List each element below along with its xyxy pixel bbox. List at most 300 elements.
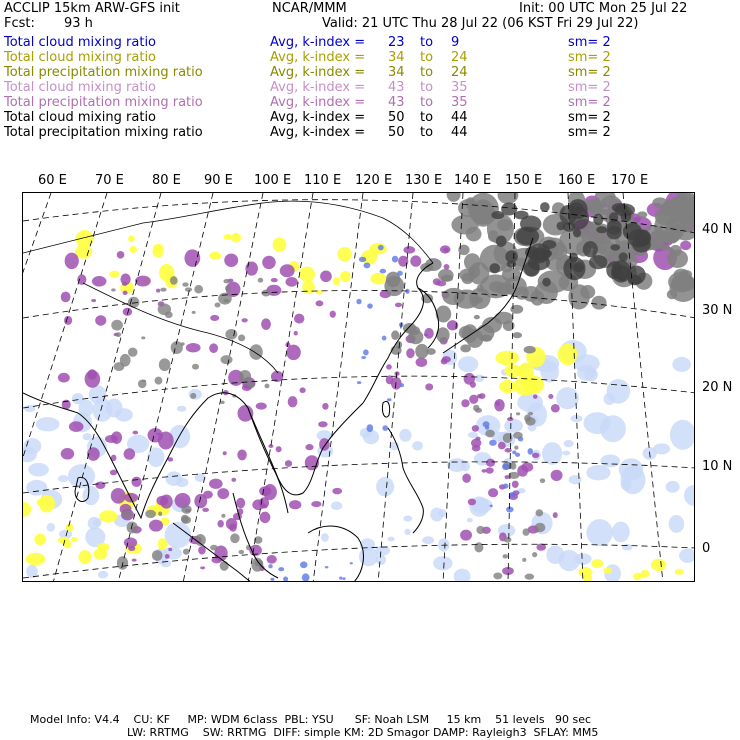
cloud-patch <box>495 351 519 365</box>
cloud-patch <box>540 478 545 483</box>
cloud-patch <box>305 444 313 450</box>
cloud-patch <box>460 530 472 541</box>
cloud-patch <box>221 514 225 518</box>
legend-to: to <box>420 35 434 50</box>
cloud-patch <box>109 271 119 278</box>
legend-field: Total precipitation mixing ratio <box>4 125 203 140</box>
legend-sm: sm= 2 <box>568 65 611 80</box>
cloud-patch <box>209 479 223 489</box>
cloud-patch <box>299 267 315 282</box>
cloud-patch <box>573 228 581 237</box>
cloud-patch <box>230 533 239 543</box>
cloud-patch <box>183 549 190 555</box>
cloud-patch <box>470 381 476 387</box>
cloud-patch <box>160 288 166 292</box>
cloud-patch <box>425 383 433 390</box>
cloud-patch <box>512 450 516 454</box>
longitude-label: 100 E <box>254 173 292 188</box>
cloud-patch <box>542 278 550 287</box>
cloud-patch <box>668 272 694 293</box>
cloud-patch <box>586 465 610 480</box>
cloud-patch <box>152 550 163 561</box>
cloud-patch <box>652 197 667 208</box>
cloud-patch <box>319 438 330 451</box>
legend-field: Total precipitation mixing ratio <box>4 65 203 80</box>
cloud-patch <box>556 387 579 409</box>
cloud-patch <box>124 493 138 503</box>
cloud-patch <box>600 415 626 442</box>
cloud-patch <box>339 577 342 580</box>
cloud-patch <box>528 412 533 415</box>
cloud-patch <box>665 232 677 243</box>
latitude-label: 0 <box>702 541 711 556</box>
cloud-patch <box>182 282 188 286</box>
cloud-patch <box>237 449 246 460</box>
map-canvas <box>23 193 695 582</box>
cloud-patch <box>672 357 691 372</box>
legend-avg: Avg, k-index = <box>270 110 366 125</box>
cloud-patch <box>258 278 263 283</box>
cloud-patch <box>515 286 529 299</box>
cloud-patch <box>318 421 328 427</box>
cloud-patch <box>510 462 516 469</box>
cloud-patch <box>433 556 453 570</box>
cloud-patch <box>285 277 297 287</box>
latitude-line <box>23 376 695 408</box>
cloud-patch <box>583 574 592 582</box>
cloud-patch <box>210 545 218 551</box>
cloud-patch <box>475 437 480 441</box>
cloud-patch <box>569 207 589 230</box>
cloud-patch <box>128 235 135 242</box>
cloud-patch <box>264 384 269 389</box>
cloud-patch <box>135 276 151 287</box>
latitude-label: 10 N <box>702 459 733 474</box>
longitude-label: 160 E <box>558 173 596 188</box>
cloud-patch <box>330 311 336 318</box>
cloud-patch <box>131 477 141 487</box>
legend-k-to: 24 <box>451 65 468 80</box>
legend-sm: sm= 2 <box>568 110 611 125</box>
cloud-patch <box>209 252 221 260</box>
cloud-patch <box>224 254 238 267</box>
cloud-patch <box>181 342 185 346</box>
cloud-patch <box>69 421 84 432</box>
cloud-patch <box>111 320 123 331</box>
cloud-patch <box>553 512 558 518</box>
longitude-label: 170 E <box>611 173 649 188</box>
cloud-patch <box>586 519 612 546</box>
cloud-patch <box>276 446 282 452</box>
cloud-patch <box>260 512 271 523</box>
cloud-patch <box>132 559 137 562</box>
legend-k-from: 43 <box>388 80 405 95</box>
longitude-label: 140 E <box>454 173 492 188</box>
cloud-patch <box>635 230 651 247</box>
legend-k-to: 35 <box>451 95 468 110</box>
legend-sm: sm= 2 <box>568 50 611 65</box>
cloud-patch <box>280 264 295 277</box>
legend-k-to: 44 <box>451 125 468 140</box>
cloud-patch <box>400 383 404 387</box>
cloud-patch <box>132 431 138 435</box>
cloud-patch <box>245 261 258 275</box>
legend-field: Total cloud mixing ratio <box>4 35 157 50</box>
legend-sm: sm= 2 <box>568 35 611 50</box>
cloud-patch <box>614 203 635 216</box>
cloud-patch <box>406 348 414 358</box>
cloud-patch <box>536 509 544 516</box>
cloud-patch <box>516 412 520 415</box>
cloud-patch <box>36 499 46 506</box>
legend-k-from: 43 <box>388 95 405 110</box>
legend-to: to <box>420 110 434 125</box>
cloud-patch <box>223 279 230 283</box>
cloud-patch <box>430 508 443 522</box>
cloud-patch <box>166 471 183 485</box>
cloud-patch <box>551 404 560 413</box>
cloud-patch <box>360 538 375 550</box>
cloud-patch <box>268 564 273 568</box>
legend-avg: Avg, k-index = <box>270 80 366 95</box>
cloud-patch <box>78 550 91 564</box>
cloud-patch <box>158 512 162 517</box>
model-info: Model Info: V4.4 CU: KF MP: WDM 6class PBL: YSU SF: Noah LSM 15 km 51 levels 90 sec <box>30 713 592 726</box>
cloud-patch <box>376 477 394 496</box>
cloud-patch <box>397 271 403 276</box>
cloud-patch <box>535 523 546 533</box>
cloud-patch <box>61 448 75 459</box>
cloud-patch <box>474 315 480 319</box>
cloud-patch <box>424 333 428 336</box>
cloud-patch <box>231 233 241 243</box>
cloud-patch <box>128 348 138 357</box>
cloud-patch <box>123 308 133 316</box>
cloud-patch <box>226 518 238 530</box>
cloud-patch <box>145 510 156 518</box>
cloud-patch <box>124 448 136 460</box>
cloud-patch <box>471 199 495 227</box>
cloud-patch <box>532 552 537 557</box>
cloud-patch <box>518 437 523 442</box>
legend-k-from: 50 <box>388 110 405 125</box>
cloud-patch <box>542 240 556 249</box>
cloud-patch <box>415 344 428 359</box>
cloud-patch <box>589 255 607 269</box>
cloud-patch <box>486 467 494 473</box>
longitude-label: 70 E <box>95 173 124 188</box>
legend-k-to: 24 <box>451 50 468 65</box>
legend-k-from: 34 <box>388 65 405 80</box>
cloud-patch <box>239 370 251 383</box>
legend-field: Total cloud mixing ratio <box>4 110 157 125</box>
physics-info: LW: RRTMG SW: RRTMG DIFF: simple KM: 2D Smagor DAMP: Rayleigh3 SFLAY: MM5 <box>127 726 599 739</box>
cloud-patch <box>679 548 695 563</box>
cloud-patch <box>494 312 513 325</box>
legend-avg: Avg, k-index = <box>270 35 366 50</box>
cloud-patch <box>378 245 384 251</box>
cloud-patch <box>316 300 324 306</box>
cloud-patch <box>485 430 495 438</box>
legend-k-to: 9 <box>451 35 460 50</box>
map-panel <box>22 192 695 582</box>
cloud-fields <box>23 193 695 582</box>
cloud-patch <box>499 380 516 393</box>
cloud-patch <box>91 299 96 302</box>
forecast-label: Fcst: <box>4 16 35 31</box>
cloud-patch <box>574 553 591 564</box>
cloud-patch <box>337 247 352 261</box>
cloud-patch <box>640 570 649 578</box>
cloud-patch <box>369 243 387 254</box>
cloud-patch <box>361 356 366 359</box>
cloud-patch <box>124 538 137 548</box>
cloud-patch <box>285 460 292 467</box>
cloud-patch <box>509 492 515 497</box>
cloud-patch <box>408 330 423 344</box>
cloud-patch <box>399 429 411 442</box>
cloud-patch <box>474 542 483 552</box>
cloud-patch <box>506 507 514 513</box>
cloud-patch <box>591 559 603 568</box>
legend-to: to <box>420 80 434 95</box>
cloud-patch <box>498 442 506 450</box>
legend-k-to: 35 <box>451 80 468 95</box>
cloud-patch <box>223 451 227 455</box>
cloud-patch <box>156 289 160 293</box>
cloud-patch <box>340 271 351 282</box>
cloud-patch <box>410 255 421 266</box>
cloud-patch <box>363 349 369 355</box>
cloud-patch <box>562 451 570 456</box>
cloud-patch <box>669 515 685 533</box>
cloud-patch <box>236 498 245 508</box>
cloud-patch <box>299 387 305 393</box>
cloud-patch <box>557 222 565 231</box>
cloud-patch <box>468 499 476 506</box>
cloud-patch <box>496 236 507 247</box>
cloud-patch <box>507 417 513 421</box>
cloud-patch <box>192 364 199 370</box>
cloud-patch <box>311 501 321 507</box>
cloud-patch <box>461 399 469 407</box>
cloud-patch <box>261 318 271 330</box>
cloud-patch <box>447 458 467 472</box>
cloud-patch <box>331 502 342 510</box>
cloud-patch <box>165 554 170 559</box>
cloud-patch <box>294 331 298 336</box>
cloud-patch <box>524 346 536 354</box>
cloud-patch <box>117 251 125 259</box>
cloud-patch <box>596 226 607 233</box>
cloud-patch <box>440 245 451 253</box>
cloud-patch <box>514 211 528 220</box>
cloud-patch <box>382 425 388 431</box>
legend-k-from: 23 <box>388 35 405 50</box>
longitude-label: 110 E <box>304 173 342 188</box>
cloud-patch <box>364 262 371 268</box>
cloud-patch <box>542 442 562 465</box>
cloud-patch <box>220 401 224 404</box>
cloud-patch <box>438 269 454 282</box>
cloud-patch <box>26 553 46 566</box>
cloud-patch <box>607 379 631 403</box>
cloud-patch <box>489 440 497 446</box>
cloud-patch <box>242 318 248 322</box>
cloud-patch <box>332 488 342 495</box>
cloud-patch <box>472 445 481 452</box>
cloud-patch <box>546 545 564 564</box>
cloud-patch <box>441 358 448 364</box>
cloud-patch <box>273 237 287 252</box>
cloud-patch <box>129 246 137 253</box>
cloud-patch <box>165 522 192 548</box>
legend-avg: Avg, k-index = <box>270 95 366 110</box>
cloud-patch <box>412 441 423 450</box>
cloud-patch <box>518 363 534 381</box>
cloud-patch <box>387 398 392 401</box>
cloud-patch <box>155 377 163 385</box>
cloud-patch <box>65 253 79 269</box>
cloud-patch <box>454 569 471 582</box>
cloud-patch <box>289 500 301 509</box>
cloud-patch <box>36 417 60 431</box>
cloud-patch <box>262 256 276 269</box>
cloud-patch <box>98 571 108 578</box>
longitude-label: 150 E <box>505 173 543 188</box>
cloud-patch <box>497 219 512 231</box>
cloud-patch <box>267 555 277 564</box>
cloud-patch <box>633 573 641 581</box>
cloud-patch <box>218 293 232 305</box>
cloud-patch <box>177 406 187 412</box>
legend-to: to <box>420 50 434 65</box>
cloud-patch <box>68 464 95 488</box>
cloud-patch <box>363 430 379 445</box>
cloud-patch <box>342 577 345 580</box>
legend-sm: sm= 2 <box>568 80 611 95</box>
cloud-patch <box>217 488 229 499</box>
cloud-patch <box>359 257 366 262</box>
cloud-patch <box>95 481 105 488</box>
cloud-patch <box>28 463 48 477</box>
cloud-patch <box>447 193 461 202</box>
cloud-patch <box>488 488 498 497</box>
cloud-patch <box>503 483 509 488</box>
cloud-patch <box>528 448 534 455</box>
cloud-patch <box>380 269 387 274</box>
cloud-patch <box>512 481 519 488</box>
cloud-patch <box>464 253 481 271</box>
cloud-patch <box>58 475 69 482</box>
cloud-patch <box>141 336 145 339</box>
cloud-patch <box>433 278 441 285</box>
cloud-patch <box>610 244 620 250</box>
cloud-patch <box>138 379 147 388</box>
cloud-patch <box>202 508 209 512</box>
cloud-patch <box>564 440 574 447</box>
cloud-patch <box>181 505 191 514</box>
cloud-patch <box>583 241 598 257</box>
longitude-label: 80 E <box>152 173 181 188</box>
cloud-patch <box>472 425 479 432</box>
cloud-patch <box>684 485 695 506</box>
cloud-patch <box>637 211 647 218</box>
cloud-patch <box>99 510 117 523</box>
cloud-patch <box>239 550 245 554</box>
cloud-patch <box>225 329 237 339</box>
cloud-patch <box>525 574 535 580</box>
cloud-patch <box>302 573 310 581</box>
cloud-patch <box>462 473 471 482</box>
cloud-patch <box>93 549 107 560</box>
cloud-patch <box>161 559 172 567</box>
cloud-patch <box>238 405 254 422</box>
cloud-patch <box>170 276 178 285</box>
longitude-label: 130 E <box>405 173 443 188</box>
cloud-patch <box>607 219 622 234</box>
cloud-patch <box>320 271 332 282</box>
cloud-patch <box>514 446 518 450</box>
cloud-patch <box>300 561 308 568</box>
cloud-patch <box>23 502 31 517</box>
cloud-patch <box>194 285 203 293</box>
cloud-patch <box>467 518 473 523</box>
cloud-patch <box>231 478 236 482</box>
cloud-patch <box>158 538 168 550</box>
cloud-patch <box>563 257 585 281</box>
cloud-patch <box>512 332 522 338</box>
cloud-patch <box>294 314 304 324</box>
cloud-patch <box>249 344 262 360</box>
cloud-patch <box>622 544 633 551</box>
legend-avg: Avg, k-index = <box>270 65 366 80</box>
cloud-patch <box>111 488 126 504</box>
cloud-patch <box>485 426 489 430</box>
cloud-patch <box>367 303 373 308</box>
cloud-patch <box>475 374 485 382</box>
legend-to: to <box>420 125 434 140</box>
cloud-patch <box>209 343 218 353</box>
cloud-patch <box>333 277 340 285</box>
cloud-patch <box>600 454 620 467</box>
cloud-patch <box>404 529 410 536</box>
legend-avg: Avg, k-index = <box>270 125 366 140</box>
cloud-patch <box>190 393 196 399</box>
cloud-patch <box>251 558 263 572</box>
cloud-patch <box>486 459 495 467</box>
legend-to: to <box>420 95 434 110</box>
cloud-patch <box>83 486 100 505</box>
cloud-patch <box>47 523 55 532</box>
cloud-patch <box>186 343 201 353</box>
cloud-patch <box>533 395 537 399</box>
cloud-patch <box>577 365 596 381</box>
cloud-patch <box>252 499 264 510</box>
cloud-patch <box>386 364 392 369</box>
cloud-patch <box>288 396 298 407</box>
cloud-patch <box>476 526 484 534</box>
cloud-patch <box>357 381 361 384</box>
cloud-patch <box>159 358 171 371</box>
cloud-patch <box>403 515 412 521</box>
cloud-patch <box>491 211 504 219</box>
cloud-patch <box>489 505 492 507</box>
map-title: ACCLIP 15km ARW-GFS init <box>4 1 180 16</box>
cloud-patch <box>524 415 531 422</box>
cloud-patch <box>495 401 500 406</box>
cloud-patch <box>391 330 399 340</box>
